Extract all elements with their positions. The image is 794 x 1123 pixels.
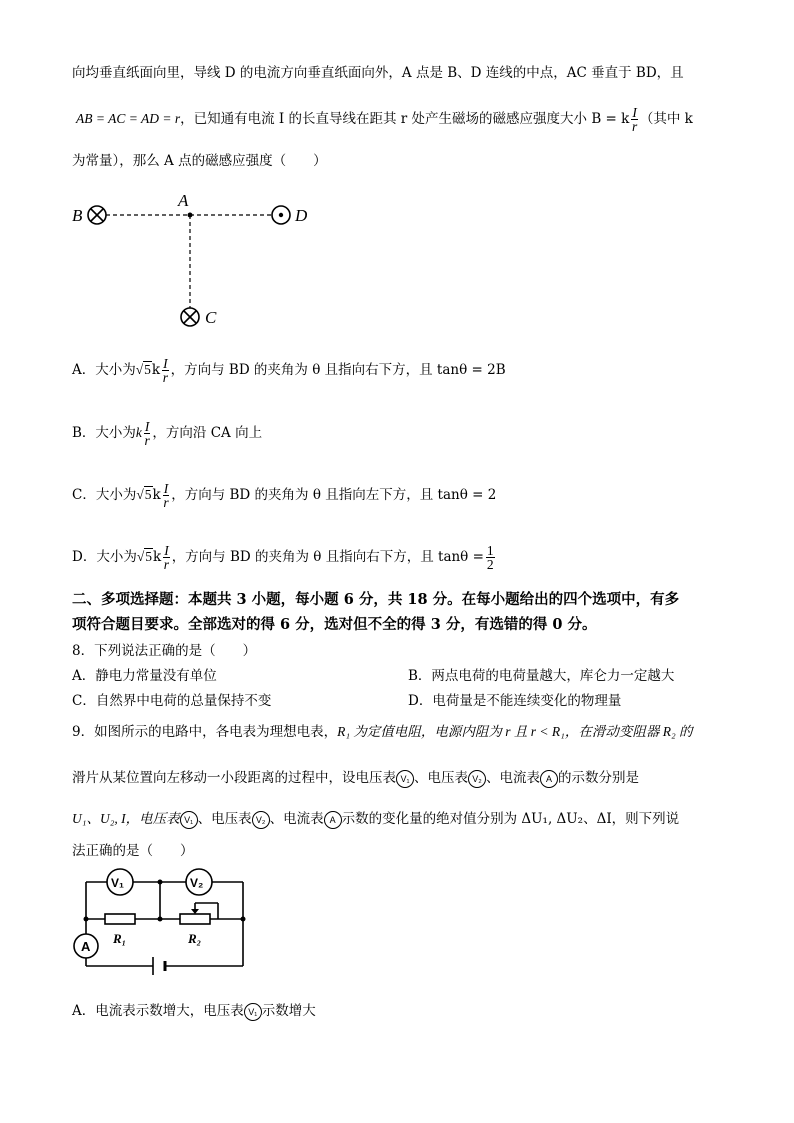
q9-line2: 滑片从某位置向左移动一小段距离的过程中，设电压表 V₁ 、电压表 V₂ 、电流表 A 的示数分别是 xyxy=(72,770,639,786)
q9-option-a: A．电流表示数增大，电压表 V₁ 示数增大 xyxy=(72,1003,316,1019)
q9-line1: 9．如图所示的电路中，各电表为理想电表，R₁ 为定值电阻，电源内阻为 r 且 r < R₁，在滑动变阻器 R₂ 的 xyxy=(72,724,693,740)
q9-circuit xyxy=(68,866,258,978)
circuit-r2-label: R₂ xyxy=(188,931,202,946)
q7-fraction: $\frac{I}{r}$ xyxy=(631,105,638,134)
q9-line4: 法正确的是（ ） xyxy=(72,843,194,859)
q8-option-a: A．静电力常量没有单位 xyxy=(72,668,217,684)
voltmeter-v1-icon: V₁ xyxy=(396,770,414,788)
q8-option-b: B．两点电荷的电荷量越大，库仑力一定越大 xyxy=(408,668,675,684)
figure-label-b: B xyxy=(72,206,83,225)
q7-figure xyxy=(68,186,328,336)
q7-line3: 为常量），那么 A 点的磁感应强度（ ） xyxy=(72,153,327,169)
figure-label-c: C xyxy=(205,308,217,327)
q8-stem: 8．下列说法正确的是（ ） xyxy=(72,643,257,659)
circuit-a-label: A xyxy=(81,939,91,954)
voltmeter-v1-icon: V₁ xyxy=(180,811,198,829)
q8-option-d: D．电荷量是不能连续变化的物理量 xyxy=(408,693,622,709)
q9-line3: U₁、U₂, I，电压表 V₁ 、电压表 V₂ 、电流表 A 示数的变化量的绝对值分别为 ΔU₁, ΔU₂、ΔI，则下列说 xyxy=(72,811,680,827)
q7-option-c: C．大小为√5k $\frac{I}{r}$ ，方向与 BD 的夹角为 θ 且指向左下方，且 tanθ = 2 xyxy=(72,481,497,510)
wire-c-into-page-icon xyxy=(181,308,199,326)
circuit-r1-label: R₁ xyxy=(113,931,127,946)
voltmeter-v2-icon: V₂ xyxy=(252,811,270,829)
voltmeter-v2-icon: V₂ xyxy=(468,770,486,788)
circuit-v2-label: V₂ xyxy=(190,876,204,890)
ammeter-icon: A xyxy=(540,770,558,788)
q8-option-c: C．自然界中电荷的总量保持不变 xyxy=(72,693,272,709)
section2-heading-line1: 二、多项选择题：本题共 3 小题，每小题 6 分，共 18 分。在每小题给出的四个选项中，有多 xyxy=(72,591,680,608)
q7-line2 xyxy=(76,106,693,133)
q7-line2-tail: （其中 k xyxy=(639,111,693,127)
figure-label-d: D xyxy=(295,206,308,225)
wire-d-out-of-page-icon xyxy=(272,206,290,224)
q7-option-d: D．大小为√5k $\frac{I}{r}$ ，方向与 BD 的夹角为 θ 且指向右下方，且 tanθ = $\frac{1}{2}$ xyxy=(72,543,494,572)
figure-label-a: A xyxy=(178,191,189,210)
section2-heading-line2: 项符合题目要求。全部选对的得 6 分，选对但不全的得 3 分，有选错的得 0 分。 xyxy=(72,616,597,633)
wire-b-into-page-icon xyxy=(88,206,106,224)
q7-equality: AB = AC = AD = r xyxy=(76,111,181,126)
q7-option-b: B．大小为k $\frac{I}{r}$ ，方向沿 CA 向上 xyxy=(72,419,263,448)
voltmeter-v1-icon: V₁ xyxy=(244,1003,262,1021)
point-a xyxy=(188,213,193,218)
ammeter-icon: A xyxy=(324,811,342,829)
q7-line1: 向均垂直纸面向里，导线 D 的电流方向垂直纸面向外，A 点是 B、D 连线的中点，AC 垂直于 BD，且 xyxy=(72,65,684,81)
q7-option-a: A．大小为√5k $\frac{I}{r}$ ，方向与 BD 的夹角为 θ 且指向右下方，且 tanθ = 2B xyxy=(72,356,506,385)
q7-line2-text: ，已知通有电流 I 的长直导线在距其 r 处产生磁场的磁感应强度大小 B = k xyxy=(180,111,630,127)
circuit-v1-label: V₁ xyxy=(111,876,124,890)
